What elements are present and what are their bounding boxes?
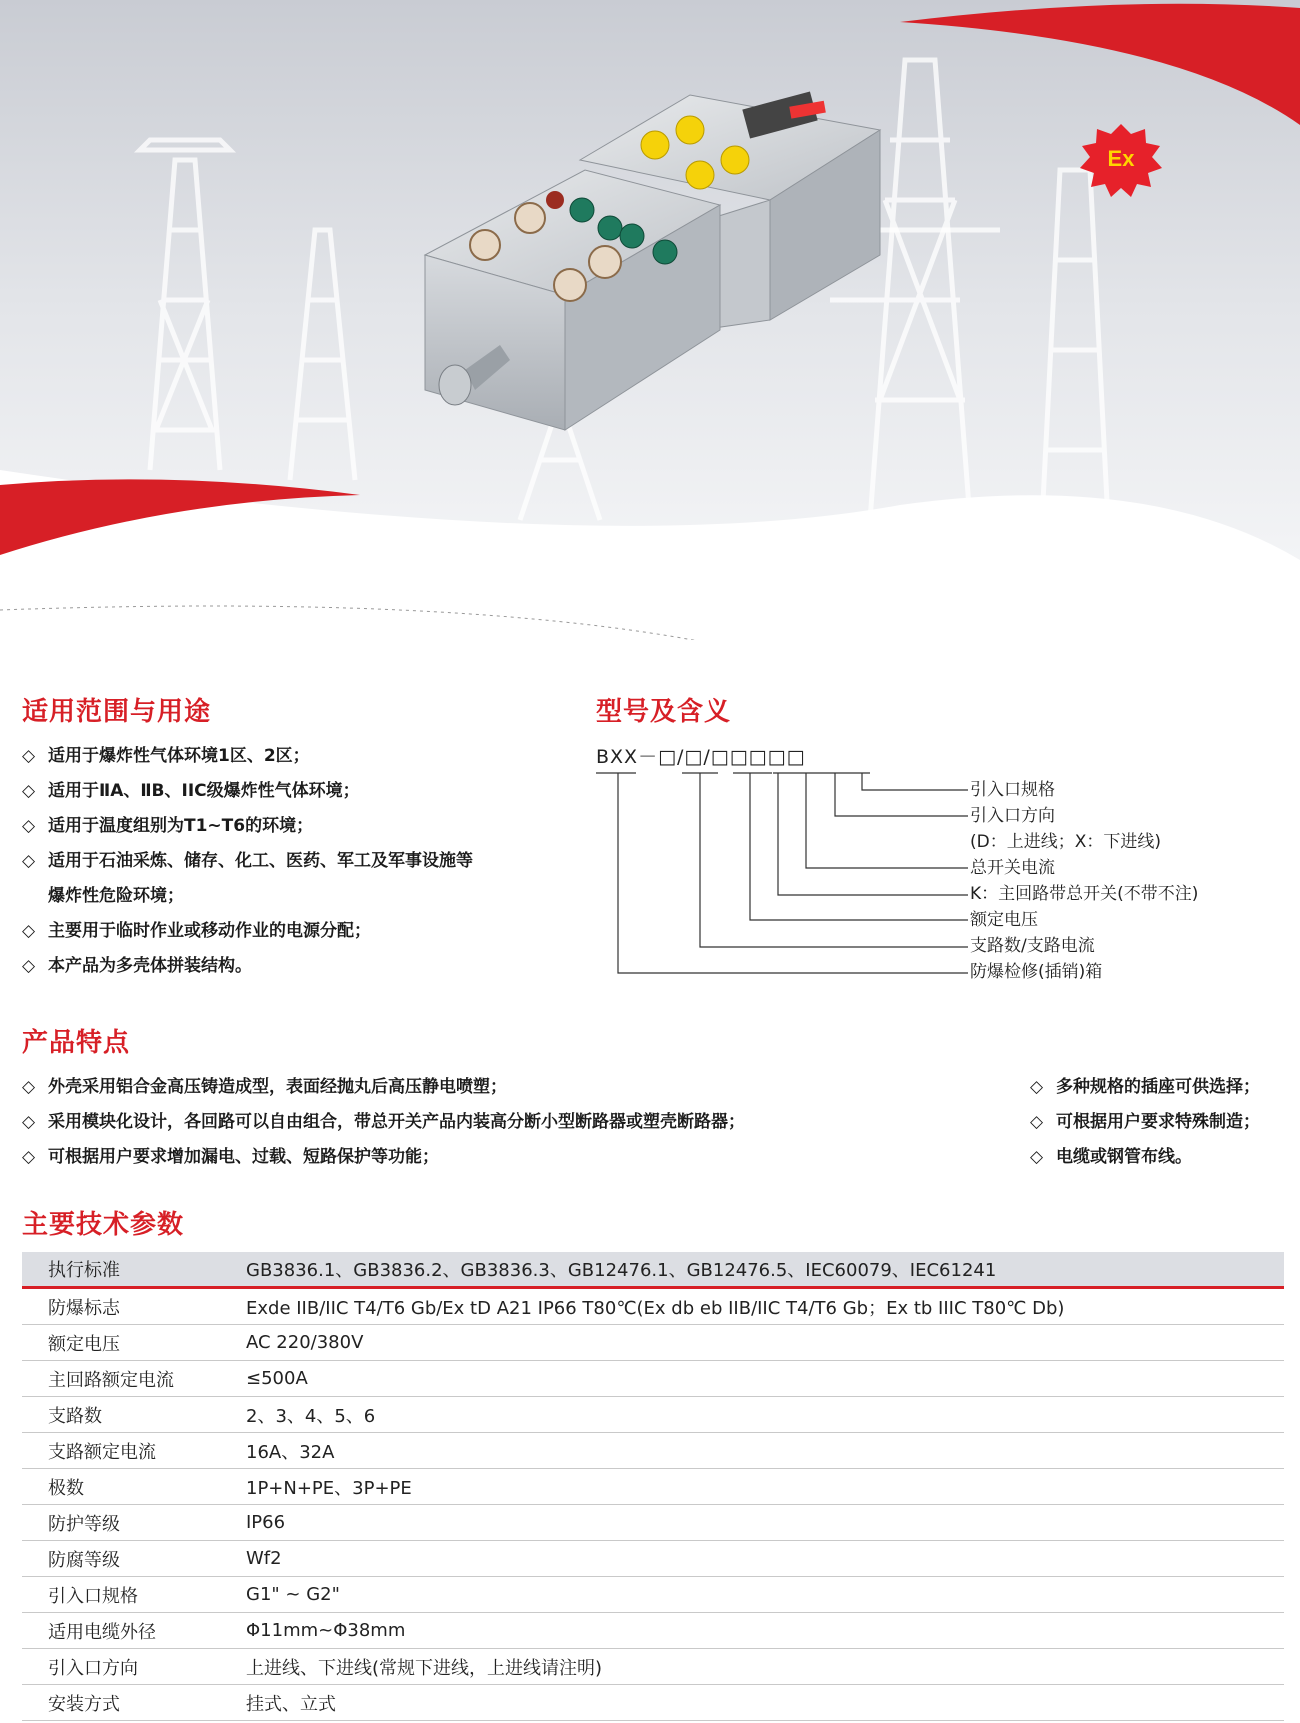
list-item: ◇ 外壳采用铝合金高压铸造成型，表面经抛丸后高压静电喷塑； (22, 1070, 745, 1105)
param-value: Exde IIB/IIC T4/T6 Gb/Ex tD A21 IP66 T80℃(Ex db eb IIB/IIC T4/T6 Gb；Ex tb IIIC T80℃ Db) (220, 1288, 1284, 1325)
hero-banner (0, 0, 1300, 640)
param-value: 挂式、立式 (220, 1685, 1284, 1721)
param-name: 主回路额定电流 (22, 1361, 220, 1397)
model-label: K：主回路带总开关(不带不注) (970, 884, 1199, 904)
red-swoosh-bottom (0, 479, 360, 555)
model-label: 引入口规格 (970, 780, 1055, 800)
list-item: ◇ 电缆或钢管布线。 (1030, 1140, 1260, 1175)
model-label: 支路数/支路电流 (970, 936, 1095, 956)
param-name: 引入口方向 (22, 1649, 220, 1685)
table-row (22, 1649, 1284, 1685)
model-label: 总开关电流 (970, 858, 1055, 878)
param-value: AC 220/380V (220, 1325, 1284, 1361)
model-label: 防爆检修(插销)箱 (970, 962, 1103, 982)
list-item: ◇ 本产品为多壳体拼装结构。 (22, 949, 473, 984)
table-row (22, 1361, 1284, 1397)
model-label: (D：上进线；X：下进线) (970, 832, 1162, 852)
table-row (22, 1685, 1284, 1721)
param-name: 适用电缆外径 (22, 1613, 220, 1649)
param-value: Wf2 (220, 1541, 1284, 1577)
param-value: G1" ~ G2" (220, 1577, 1284, 1613)
param-name: 防护等级 (22, 1505, 220, 1541)
param-value: ≤500A (220, 1361, 1284, 1397)
param-value: IP66 (220, 1505, 1284, 1541)
model-label: 额定电压 (970, 910, 1038, 930)
table-row (22, 1397, 1284, 1433)
model-code: BXX－□/□/□□□□□ (596, 746, 806, 768)
param-name: 防爆标志 (22, 1288, 220, 1325)
table-row (22, 1252, 1284, 1288)
usage-title: 适用范围与用途 (22, 697, 212, 727)
param-value: 2、3、4、5、6 (220, 1397, 1284, 1433)
model-title: 型号及含义 (596, 697, 732, 727)
table-row (22, 1288, 1284, 1325)
list-item: ◇ 可根据用户要求特殊制造； (1030, 1105, 1260, 1140)
param-name: 防腐等级 (22, 1541, 220, 1577)
list-item: ◇ 适用于ⅡA、ⅡB、IIC级爆炸性气体环境； (22, 774, 473, 809)
list-item: ◇ 可根据用户要求增加漏电、过载、短路保护等功能； (22, 1140, 745, 1175)
list-item: ◇ 主要用于临时作业或移动作业的电源分配； (22, 914, 473, 949)
param-value: Φ11mm~Φ38mm (220, 1613, 1284, 1649)
param-name: 额定电压 (22, 1325, 220, 1361)
params-table (22, 1252, 1284, 1721)
param-value: 上进线、下进线(常规下进线，上进线请注明) (220, 1649, 1284, 1685)
table-row (22, 1577, 1284, 1613)
table-row (22, 1433, 1284, 1469)
param-value: GB3836.1、GB3836.2、GB3836.3、GB12476.1、GB12476.5、IEC60079、IEC61241 (220, 1252, 1284, 1288)
features-list-left (22, 1070, 745, 1175)
params-title: 主要技术参数 (22, 1210, 185, 1240)
param-name: 极数 (22, 1469, 220, 1505)
model-label: 引入口方向 (970, 806, 1055, 826)
table-row (22, 1541, 1284, 1577)
list-item: 爆炸性危险环境； (48, 886, 184, 906)
table-row (22, 1325, 1284, 1361)
list-item: ◇ 适用于温度组别为T1~T6的环境； (22, 809, 473, 844)
table-row (22, 1469, 1284, 1505)
table-row (22, 1505, 1284, 1541)
param-name: 执行标准 (22, 1252, 220, 1288)
param-value: 16A、32A (220, 1433, 1284, 1469)
param-name: 支路数 (22, 1397, 220, 1433)
list-item: ◇ 采用模块化设计，各回路可以自由组合，带总开关产品内装高分断小型断路器或塑壳断路器； (22, 1105, 745, 1140)
param-name: 支路额定电流 (22, 1433, 220, 1469)
usage-list (22, 739, 473, 984)
svg-text:Ex: Ex (1107, 146, 1135, 171)
list-item: ◇ 适用于爆炸性气体环境1区、2区； (22, 739, 473, 774)
param-value: 1P+N+PE、3P+PE (220, 1469, 1284, 1505)
param-name: 安装方式 (22, 1685, 220, 1721)
features-title: 产品特点 (22, 1028, 131, 1058)
param-name: 引入口规格 (22, 1577, 220, 1613)
list-item: ◇ 适用于石油采炼、储存、化工、医药、军工及军事设施等 (22, 844, 473, 879)
list-item: ◇ 多种规格的插座可供选择； (1030, 1070, 1260, 1105)
table-row (22, 1613, 1284, 1649)
features-list-right (1030, 1070, 1260, 1175)
